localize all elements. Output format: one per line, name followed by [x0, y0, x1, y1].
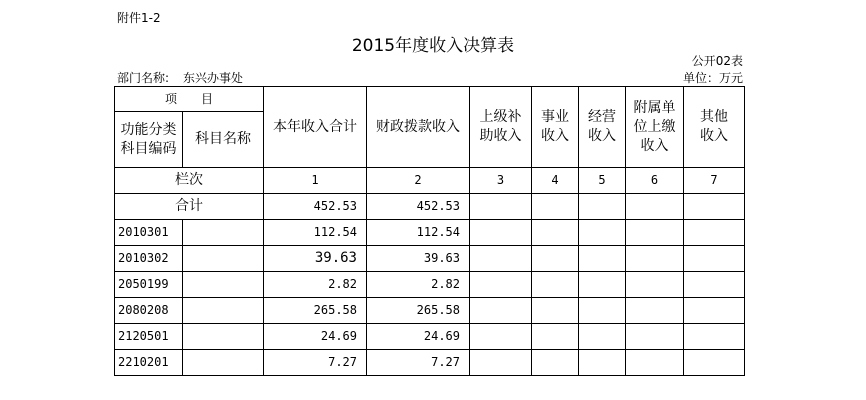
empty-cell: [532, 298, 579, 324]
column-number-7: 7: [684, 168, 745, 194]
empty-cell: [684, 220, 745, 246]
empty-cell: [470, 194, 532, 220]
row-name: [183, 350, 264, 376]
row-code: 2210201: [115, 350, 183, 376]
total-row: [115, 194, 745, 220]
empty-cell: [684, 324, 745, 350]
empty-cell: [579, 324, 626, 350]
empty-cell: [470, 298, 532, 324]
empty-cell: [579, 350, 626, 376]
row-name: [183, 246, 264, 272]
empty-cell: [532, 194, 579, 220]
row-total-income: 112.54: [264, 220, 367, 246]
table-row: [115, 220, 745, 246]
income-table: [114, 86, 745, 376]
other-header: [684, 87, 745, 168]
column-number-2: 2: [367, 168, 470, 194]
empty-cell: [626, 246, 684, 272]
empty-cell: [470, 220, 532, 246]
empty-cell: [626, 220, 684, 246]
empty-cell: [470, 246, 532, 272]
total-income-header: 本年收入合计: [264, 87, 367, 168]
column-number-6: 6: [626, 168, 684, 194]
column-number-4: 4: [532, 168, 579, 194]
row-code: 2010301: [115, 220, 183, 246]
total-income-value: 452.53: [264, 194, 367, 220]
table-row: [115, 350, 745, 376]
func-code-header: [115, 112, 183, 168]
column-number-5: 5: [579, 168, 626, 194]
row-fiscal: 2.82: [367, 272, 470, 298]
empty-cell: [684, 246, 745, 272]
business-header: [532, 87, 579, 168]
row-fiscal: 7.27: [367, 350, 470, 376]
func-code-header-text: 功能分类科目编码: [120, 121, 177, 157]
empty-cell: [626, 194, 684, 220]
table-row: [115, 272, 745, 298]
empty-cell: [532, 246, 579, 272]
empty-cell: [579, 272, 626, 298]
table-row: [115, 298, 745, 324]
empty-cell: [684, 194, 745, 220]
page-title: 2015年度收入决算表: [351, 36, 515, 56]
affiliate-header: [626, 87, 684, 168]
header-row-1: [115, 87, 745, 112]
operating-header-text: 经营收入: [588, 109, 616, 144]
row-fiscal: 112.54: [367, 220, 470, 246]
row-code: 2120501: [115, 324, 183, 350]
item-header: 项 目: [115, 87, 264, 112]
business-header-text: 事业收入: [541, 109, 569, 144]
empty-cell: [626, 324, 684, 350]
superior-header: [470, 87, 532, 168]
row-total-income: 24.69: [264, 324, 367, 350]
row-code: 2050199: [115, 272, 183, 298]
empty-cell: [470, 350, 532, 376]
empty-cell: [684, 350, 745, 376]
empty-cell: [579, 246, 626, 272]
row-name: [183, 220, 264, 246]
empty-cell: [532, 350, 579, 376]
column-number-1: 1: [264, 168, 367, 194]
empty-cell: [532, 272, 579, 298]
row-total-income: 7.27: [264, 350, 367, 376]
table-row: [115, 246, 745, 272]
empty-cell: [626, 298, 684, 324]
fiscal-header: 财政拨款收入: [367, 87, 470, 168]
table-row: [115, 324, 745, 350]
row-total-income: 39.63: [264, 246, 367, 272]
empty-cell: [579, 220, 626, 246]
superior-header-text: 上级补助收入: [479, 109, 522, 144]
row-total-income: 265.58: [264, 298, 367, 324]
total-label: 合计: [115, 194, 264, 220]
subject-name-header: 科目名称: [183, 112, 264, 168]
empty-cell: [532, 220, 579, 246]
row-fiscal: 39.63: [367, 246, 470, 272]
row-name: [183, 324, 264, 350]
department-label: 部门名称:: [117, 71, 170, 85]
operating-header: [579, 87, 626, 168]
column-number-3: 3: [470, 168, 532, 194]
empty-cell: [684, 298, 745, 324]
empty-cell: [684, 272, 745, 298]
affiliate-header-text: 附属单位上缴收入: [633, 99, 676, 154]
empty-cell: [579, 298, 626, 324]
row-name: [183, 298, 264, 324]
column-number-label: 栏次: [115, 168, 264, 194]
attachment-label: 附件1-2: [117, 11, 161, 25]
empty-cell: [532, 324, 579, 350]
row-fiscal: 24.69: [367, 324, 470, 350]
unit-label: 单位：万元: [682, 71, 743, 85]
department-line: [117, 69, 243, 86]
row-code: 2080208: [115, 298, 183, 324]
row-total-income: 2.82: [264, 272, 367, 298]
other-header-text: 其他收入: [700, 109, 728, 144]
department-value: 东兴办事处: [183, 71, 244, 85]
empty-cell: [470, 324, 532, 350]
row-code: 2010302: [115, 246, 183, 272]
column-number-row: [115, 168, 745, 194]
empty-cell: [626, 272, 684, 298]
row-fiscal: 265.58: [367, 298, 470, 324]
empty-cell: [579, 194, 626, 220]
empty-cell: [470, 272, 532, 298]
form-number: 公开02表: [691, 54, 743, 68]
row-name: [183, 272, 264, 298]
empty-cell: [626, 350, 684, 376]
total-fiscal-value: 452.53: [367, 194, 470, 220]
